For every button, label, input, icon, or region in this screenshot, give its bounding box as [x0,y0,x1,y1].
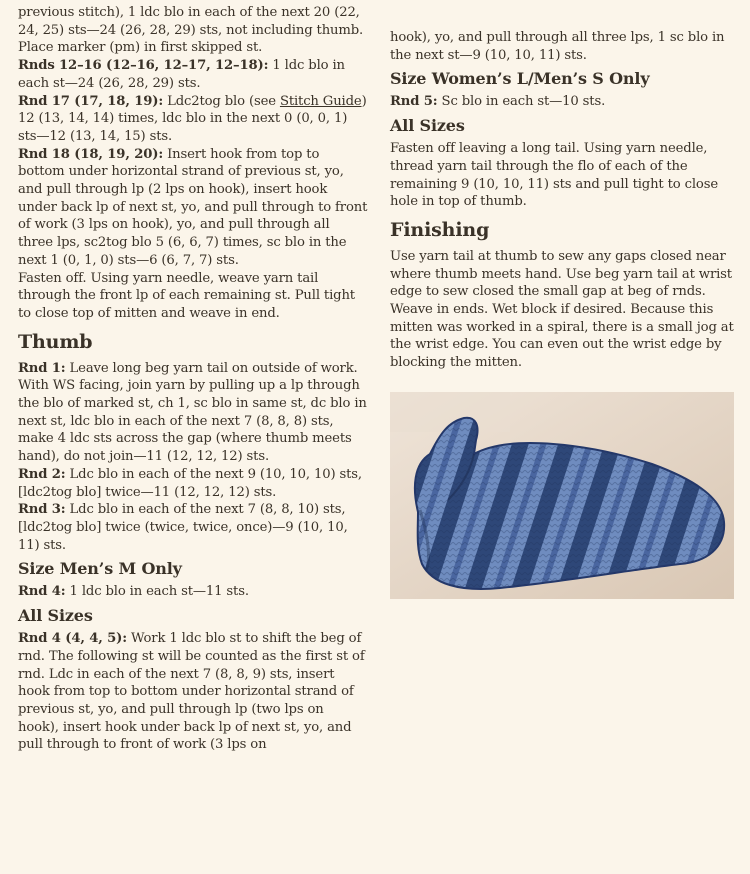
all-sizes-paragraph: Fasten off leaving a long tail. Using yarn needle, thread yarn tail through the flo of each of the remaining 9 (10, 10, 11) sts and pull tight to close hole in top of thumb. [390,141,718,210]
all-sizes-heading-right: All Sizes [390,116,465,136]
rnd-5: Rnd 5: Sc blo in each st—10 sts. [390,94,606,110]
continued-paragraph: hook), yo, and pull through all three lps, 1 sc blo in the next st—9 (10, 10, 11) sts. [390,30,725,63]
all-sizes-heading: All Sizes [18,606,93,626]
rnd-4-mens-m: Rnd 4: 1 ldc blo in each st—11 sts. [18,584,249,600]
fasten-off-paragraph: Fasten off. Using yarn needle, weave yarn tail through the front lp of each remaining st. Pull tight to close top of mitten and weave in end. [18,270,355,321]
thumb-heading: Thumb [18,330,93,353]
rnds-12-16: Rnds 12–16 (12–16, 12–17, 12–18): 1 ldc blo in each st—24 (26, 28, 29) sts. [18,58,345,91]
size-mens-m-heading: Size Men’s M Only [18,559,182,579]
mitten-photo [390,392,734,599]
rnd-17: Rnd 17 (17, 18, 19): Ldc2tog blo (see Stitch Guide) 12 (13, 14, 14) times, ldc blo in the next 0 (0, 0, 1) sts—12 (13, 14, 15) sts. [18,93,367,144]
finishing-paragraph: Use yarn tail at thumb to sew any gaps closed near where thumb meets hand. Use beg yarn tail at wrist edge to sew closed the small gap at beg of rnds. Weave in ends. Wet block if desired. Because this mitten was worked in a spiral, there is a small jog at the wrist edge. You can even out the wrist edge by blocking the mitten. [390,248,734,371]
left-column [18,4,368,754]
finishing-heading: Finishing [390,218,490,241]
size-womens-heading: Size Women’s L/Men’s S Only [390,69,650,89]
thumb-rnd-2: Rnd 2: Ldc blo in each of the next 9 (10, 10, 10) sts, [ldc2tog blo] twice—11 (12, 12, 12) sts. [18,466,362,500]
thumb-rnd-3: Rnd 3: Ldc blo in each of the next 7 (8, 8, 10) sts, [ldc2tog blo] twice (twice, twice, once)—9 (10, 10, 11) sts. [18,502,348,553]
rnd-18: Rnd 18 (18, 19, 20): Insert hook from top to bottom under horizontal strand of previous st, yo, and pull through lp (2 lps on hook), insert hook under back lp of next st, yo, and pull through to front of work (3 lps on hook), yo, and pull through all three lps, sc2tog blo 5 (6, 6, 7) times, sc blo in the next 1 (0, 1, 0) sts—6 (6, 7, 7) sts. [18,146,368,268]
right-column [390,29,738,372]
intro-paragraph: previous stitch), 1 ldc blo in each of the next 20 (22, 24, 25) sts—24 (26, 28, 29) sts, not including thumb. Place marker (pm) in first skipped st. [18,5,364,56]
stitch-guide-link[interactable]: Stitch Guide [279,93,362,109]
rnd-4-all-sizes: Rnd 4 (4, 4, 5): Work 1 ldc blo st to shift the beg of rnd. The following st will be counted as the first st of rnd. Ldc in each of the next 7 (8, 8, 9) sts, insert hook from top to bottom under horizontal strand of previous st, yo, and pull through lp (two lps on hook), insert hook under back lp of next st, yo, and pull through to front of work (3 lps on [18,631,365,753]
thumb-rnd-1: Rnd 1: Leave long beg yarn tail on outside of work. With WS facing, join yarn by pulling up a lp through the blo of marked st, ch 1, sc blo in same st, dc blo in next st, ldc blo in each of the next 7 (8, 8, 8) sts, make 4 ldc sts across the gap (where thumb meets hand), do not join—11 (12, 12, 12) sts. [18,360,367,465]
